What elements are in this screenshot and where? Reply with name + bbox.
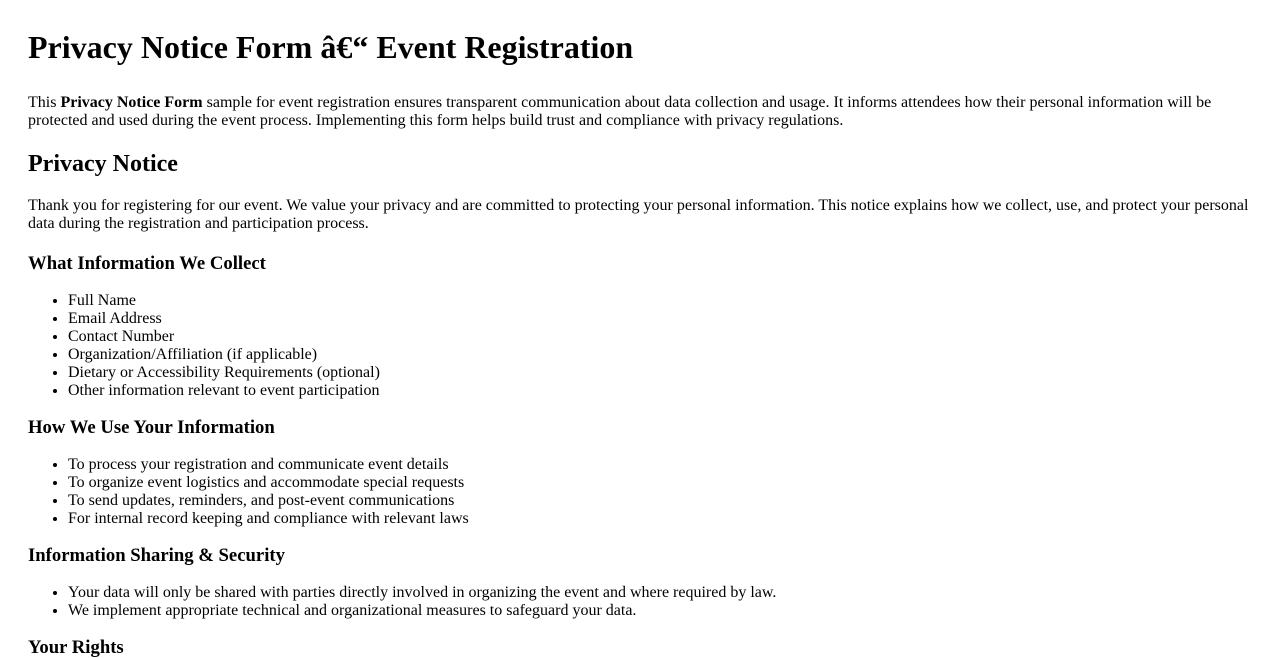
- list-item: • To organize event logistics and accommodate special requests: [68, 474, 1250, 492]
- privacy-notice-text: Thank you for registering for our event. We value your privacy and are committed to protecting your personal information. This notice explains how we collect, use, and protect your personal data during the registration and participation process.: [28, 197, 1249, 232]
- sharing-security-list: [28, 584, 1250, 620]
- section-heading-sharing-security: Information Sharing & Security: [28, 545, 285, 566]
- list-item: • To send updates, reminders, and post-event communications: [68, 492, 1250, 510]
- list-item: • For internal record keeping and compliance with relevant laws: [68, 510, 1250, 528]
- section-heading-information-use: How We Use Your Information: [28, 417, 275, 438]
- list-item: • Organization/Affiliation (if applicable): [68, 346, 1250, 364]
- information-use-list: [28, 456, 1250, 528]
- list-item: • Email Address: [68, 310, 1250, 328]
- section-heading-information-collected: What Information We Collect: [28, 253, 266, 274]
- information-collected-list: [28, 292, 1250, 400]
- list-item: • Contact Number: [68, 328, 1250, 346]
- page-title: Privacy Notice Form â€“ Event Registration: [28, 29, 634, 65]
- list-item: • Full Name: [68, 292, 1250, 310]
- intro-suffix: sample for event registration ensures transparent communication about data collection and usage. It informs attendees how their personal information will be protected and used during the event process. Implementing this form helps build trust and compliance with privacy regulations.: [28, 94, 1212, 129]
- list-item: • Your data will only be shared with parties directly involved in organizing the event and where required by law.: [68, 584, 1250, 602]
- intro-bold-term: Privacy Notice Form: [60, 94, 203, 111]
- list-item: • To process your registration and communicate event details: [68, 456, 1250, 474]
- list-item: • Dietary or Accessibility Requirements (optional): [68, 364, 1250, 382]
- intro-paragraph: [28, 94, 1250, 130]
- list-item: • We implement appropriate technical and organizational measures to safeguard your data.: [68, 602, 1250, 620]
- privacy-notice-heading: Privacy Notice: [28, 151, 178, 177]
- list-item: • Other information relevant to event participation: [68, 382, 1250, 400]
- section-heading-your-rights: Your Rights: [28, 637, 124, 658]
- intro-prefix: This: [28, 94, 61, 111]
